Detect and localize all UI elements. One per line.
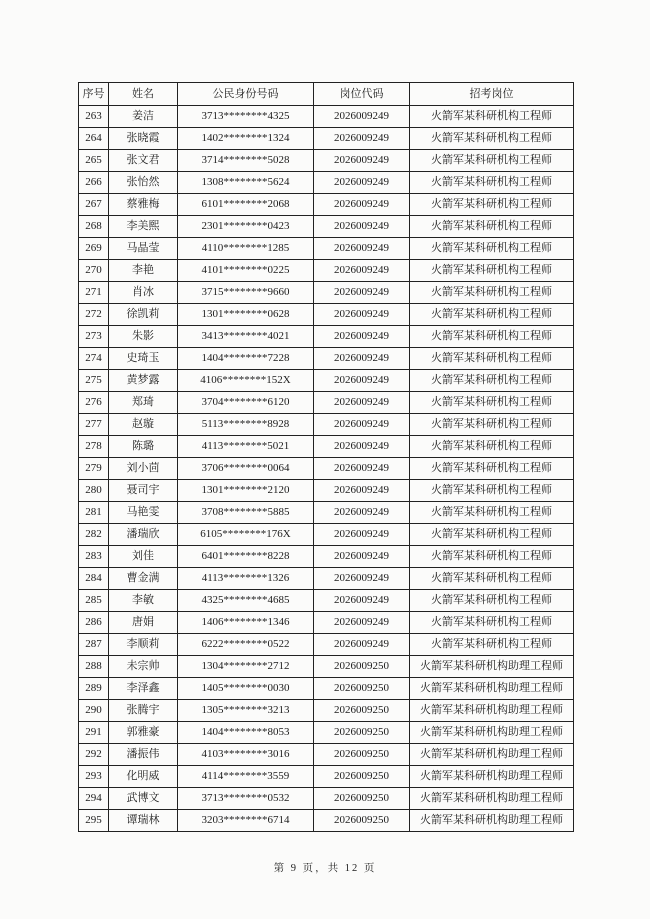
table-cell: 张腾宇 [109,700,178,722]
table-cell: 6222********0522 [178,634,314,656]
table-cell: 火箭军某科研机构助理工程师 [410,722,574,744]
table-cell: 1402********1324 [178,128,314,150]
table-row [79,326,574,348]
table-cell: 火箭军某科研机构工程师 [410,348,574,370]
table-cell: 276 [79,392,109,414]
table-row [79,370,574,392]
table-cell: 火箭军某科研机构工程师 [410,172,574,194]
column-header: 公民身份号码 [178,83,314,106]
table-cell: 288 [79,656,109,678]
table-cell: 5113********8928 [178,414,314,436]
table-cell: 火箭军某科研机构工程师 [410,612,574,634]
table-cell: 火箭军某科研机构助理工程师 [410,766,574,788]
table-cell: 火箭军某科研机构工程师 [410,370,574,392]
table-cell: 1404********7228 [178,348,314,370]
table-cell: 4101********0225 [178,260,314,282]
table-cell: 2026009249 [314,194,410,216]
table-cell: 2026009249 [314,172,410,194]
table-cell: 谭瑞林 [109,810,178,832]
table-row [79,700,574,722]
table-cell: 2026009249 [314,546,410,568]
table-cell: 李敏 [109,590,178,612]
table-body [79,106,574,832]
column-header: 序号 [79,83,109,106]
table-row [79,788,574,810]
table-cell: 290 [79,700,109,722]
page-number-footer: 第 9 页，共 12 页 [273,863,377,874]
table-cell: 刘小茴 [109,458,178,480]
table-row [79,502,574,524]
table-cell: 275 [79,370,109,392]
table-cell: 史琦玉 [109,348,178,370]
table-cell: 2026009249 [314,150,410,172]
table-cell: 2026009250 [314,788,410,810]
table-cell: 1301********2120 [178,480,314,502]
table-cell: 2026009250 [314,700,410,722]
table-cell: 272 [79,304,109,326]
table-cell: 火箭军某科研机构工程师 [410,304,574,326]
table-cell: 火箭军某科研机构助理工程师 [410,700,574,722]
table-cell: 张晓霞 [109,128,178,150]
table-row [79,612,574,634]
table-cell: 2026009249 [314,634,410,656]
table-cell: 279 [79,458,109,480]
table-cell: 278 [79,436,109,458]
table-row [79,722,574,744]
table-cell: 郭雅豪 [109,722,178,744]
table-cell: 1304********2712 [178,656,314,678]
table-cell: 6105********176X [178,524,314,546]
table-row [79,634,574,656]
table-cell: 273 [79,326,109,348]
recruitment-roster-table [78,82,574,832]
table-cell: 2026009249 [314,524,410,546]
table-cell: 李艳 [109,260,178,282]
table-row [79,106,574,128]
table-cell: 未宗帅 [109,656,178,678]
table-cell: 2026009250 [314,766,410,788]
table-cell: 潘振伟 [109,744,178,766]
table-row [79,172,574,194]
table-cell: 2026009250 [314,744,410,766]
table-cell: 肖冰 [109,282,178,304]
table-row [79,458,574,480]
table-cell: 化明威 [109,766,178,788]
table-cell: 289 [79,678,109,700]
table-cell: 陈璐 [109,436,178,458]
table-cell: 2026009249 [314,238,410,260]
table-cell: 火箭军某科研机构工程师 [410,128,574,150]
table-cell: 张怡然 [109,172,178,194]
table-cell: 火箭军某科研机构工程师 [410,480,574,502]
table-cell: 火箭军某科研机构工程师 [410,260,574,282]
table-cell: 283 [79,546,109,568]
table-cell: 3704********6120 [178,392,314,414]
table-cell: 2301********0423 [178,216,314,238]
column-header: 招考岗位 [410,83,574,106]
table-cell: 火箭军某科研机构工程师 [410,502,574,524]
table-cell: 火箭军某科研机构工程师 [410,546,574,568]
table-cell: 火箭军某科研机构工程师 [410,216,574,238]
table-cell: 2026009249 [314,590,410,612]
table-cell: 264 [79,128,109,150]
table-row [79,766,574,788]
table-cell: 2026009249 [314,304,410,326]
table-cell: 284 [79,568,109,590]
column-header: 岗位代码 [314,83,410,106]
table-cell: 1406********1346 [178,612,314,634]
table-cell: 火箭军某科研机构助理工程师 [410,656,574,678]
table-row [79,348,574,370]
table-cell: 2026009249 [314,436,410,458]
table-cell: 姜洁 [109,106,178,128]
table-cell: 294 [79,788,109,810]
table-cell: 马艳雯 [109,502,178,524]
table-cell: 火箭军某科研机构助理工程师 [410,678,574,700]
table-cell: 4106********152X [178,370,314,392]
table-cell: 2026009249 [314,128,410,150]
table-cell: 6101********2068 [178,194,314,216]
table-cell: 2026009249 [314,612,410,634]
table-row [79,568,574,590]
table-cell: 292 [79,744,109,766]
table-cell: 火箭军某科研机构助理工程师 [410,788,574,810]
table-cell: 269 [79,238,109,260]
table-cell: 朱影 [109,326,178,348]
table-cell: 2026009249 [314,370,410,392]
table-cell: 285 [79,590,109,612]
table-cell: 2026009249 [314,458,410,480]
table-cell: 2026009249 [314,282,410,304]
table-cell: 马晶莹 [109,238,178,260]
table-cell: 1301********0628 [178,304,314,326]
table-cell: 火箭军某科研机构工程师 [410,414,574,436]
table-row [79,392,574,414]
table-cell: 2026009249 [314,480,410,502]
table-cell: 2026009249 [314,414,410,436]
table-cell: 282 [79,524,109,546]
table-cell: 唐娟 [109,612,178,634]
table-cell: 2026009250 [314,810,410,832]
table-cell: 268 [79,216,109,238]
table-row [79,480,574,502]
table-cell: 293 [79,766,109,788]
table-cell: 1305********3213 [178,700,314,722]
table-cell: 3714********5028 [178,150,314,172]
table-row [79,150,574,172]
table-row [79,744,574,766]
table-cell: 1405********0030 [178,678,314,700]
table-header [79,83,574,106]
table-cell: 6401********8228 [178,546,314,568]
table-cell: 火箭军某科研机构工程师 [410,524,574,546]
table-cell: 火箭军某科研机构工程师 [410,590,574,612]
table-cell: 274 [79,348,109,370]
table-cell: 265 [79,150,109,172]
table-cell: 火箭军某科研机构工程师 [410,392,574,414]
table-cell: 火箭军某科研机构工程师 [410,458,574,480]
table-cell: 2026009249 [314,326,410,348]
table-cell: 287 [79,634,109,656]
table-cell: 281 [79,502,109,524]
table-cell: 3708********5885 [178,502,314,524]
table-cell: 3715********9660 [178,282,314,304]
table-cell: 李泽鑫 [109,678,178,700]
table-cell: 4325********4685 [178,590,314,612]
table-cell: 黄梦露 [109,370,178,392]
table-cell: 火箭军某科研机构工程师 [410,634,574,656]
table-row [79,282,574,304]
table-cell: 2026009249 [314,216,410,238]
table-cell: 火箭军某科研机构工程师 [410,326,574,348]
table-cell: 2026009250 [314,722,410,744]
table-cell: 271 [79,282,109,304]
table-cell: 潘瑞欣 [109,524,178,546]
table-row [79,546,574,568]
table-cell: 2026009249 [314,260,410,282]
table-cell: 2026009250 [314,678,410,700]
table-cell: 徐凯莉 [109,304,178,326]
table-row [79,656,574,678]
table-cell: 3203********6714 [178,810,314,832]
table-cell: 2026009249 [314,348,410,370]
table-cell: 火箭军某科研机构工程师 [410,150,574,172]
table-row [79,678,574,700]
table-cell: 4103********3016 [178,744,314,766]
table-cell: 2026009249 [314,568,410,590]
table-row [79,128,574,150]
table-row [79,414,574,436]
table-cell: 286 [79,612,109,634]
table-cell: 曹金满 [109,568,178,590]
header-row [79,83,574,106]
table-cell: 263 [79,106,109,128]
table-row [79,194,574,216]
table-cell: 291 [79,722,109,744]
table-cell: 277 [79,414,109,436]
table-cell: 火箭军某科研机构工程师 [410,106,574,128]
table-cell: 267 [79,194,109,216]
table-cell: 武博文 [109,788,178,810]
table-cell: 3706********0064 [178,458,314,480]
table-row [79,436,574,458]
table-cell: 聂司宇 [109,480,178,502]
table-cell: 火箭军某科研机构助理工程师 [410,810,574,832]
table-cell: 3713********0532 [178,788,314,810]
table-cell: 295 [79,810,109,832]
table-row [79,810,574,832]
table-cell: 2026009249 [314,106,410,128]
table-cell: 火箭军某科研机构工程师 [410,238,574,260]
table-row [79,216,574,238]
table-cell: 李美熙 [109,216,178,238]
table-cell: 火箭军某科研机构工程师 [410,568,574,590]
table-cell: 1404********8053 [178,722,314,744]
table-cell: 刘佳 [109,546,178,568]
table-row [79,304,574,326]
table-cell: 蔡雅梅 [109,194,178,216]
table-cell: 4110********1285 [178,238,314,260]
table-cell: 2026009250 [314,656,410,678]
table-cell: 火箭军某科研机构工程师 [410,194,574,216]
table-cell: 3713********4325 [178,106,314,128]
table-cell: 266 [79,172,109,194]
table-cell: 火箭军某科研机构工程师 [410,282,574,304]
table-cell: 赵璇 [109,414,178,436]
table-cell: 4113********5021 [178,436,314,458]
table-cell: 郑琦 [109,392,178,414]
table-cell: 280 [79,480,109,502]
table-row [79,260,574,282]
table-cell: 火箭军某科研机构工程师 [410,436,574,458]
table-cell: 张文君 [109,150,178,172]
column-header: 姓名 [109,83,178,106]
table-cell: 2026009249 [314,502,410,524]
table-row [79,524,574,546]
table-cell: 4113********1326 [178,568,314,590]
table-row [79,590,574,612]
table-cell: 270 [79,260,109,282]
table-cell: 李顺莉 [109,634,178,656]
table-row [79,238,574,260]
table-cell: 2026009249 [314,392,410,414]
table-cell: 4114********3559 [178,766,314,788]
table-cell: 火箭军某科研机构助理工程师 [410,744,574,766]
table-cell: 1308********5624 [178,172,314,194]
table-cell: 3413********4021 [178,326,314,348]
